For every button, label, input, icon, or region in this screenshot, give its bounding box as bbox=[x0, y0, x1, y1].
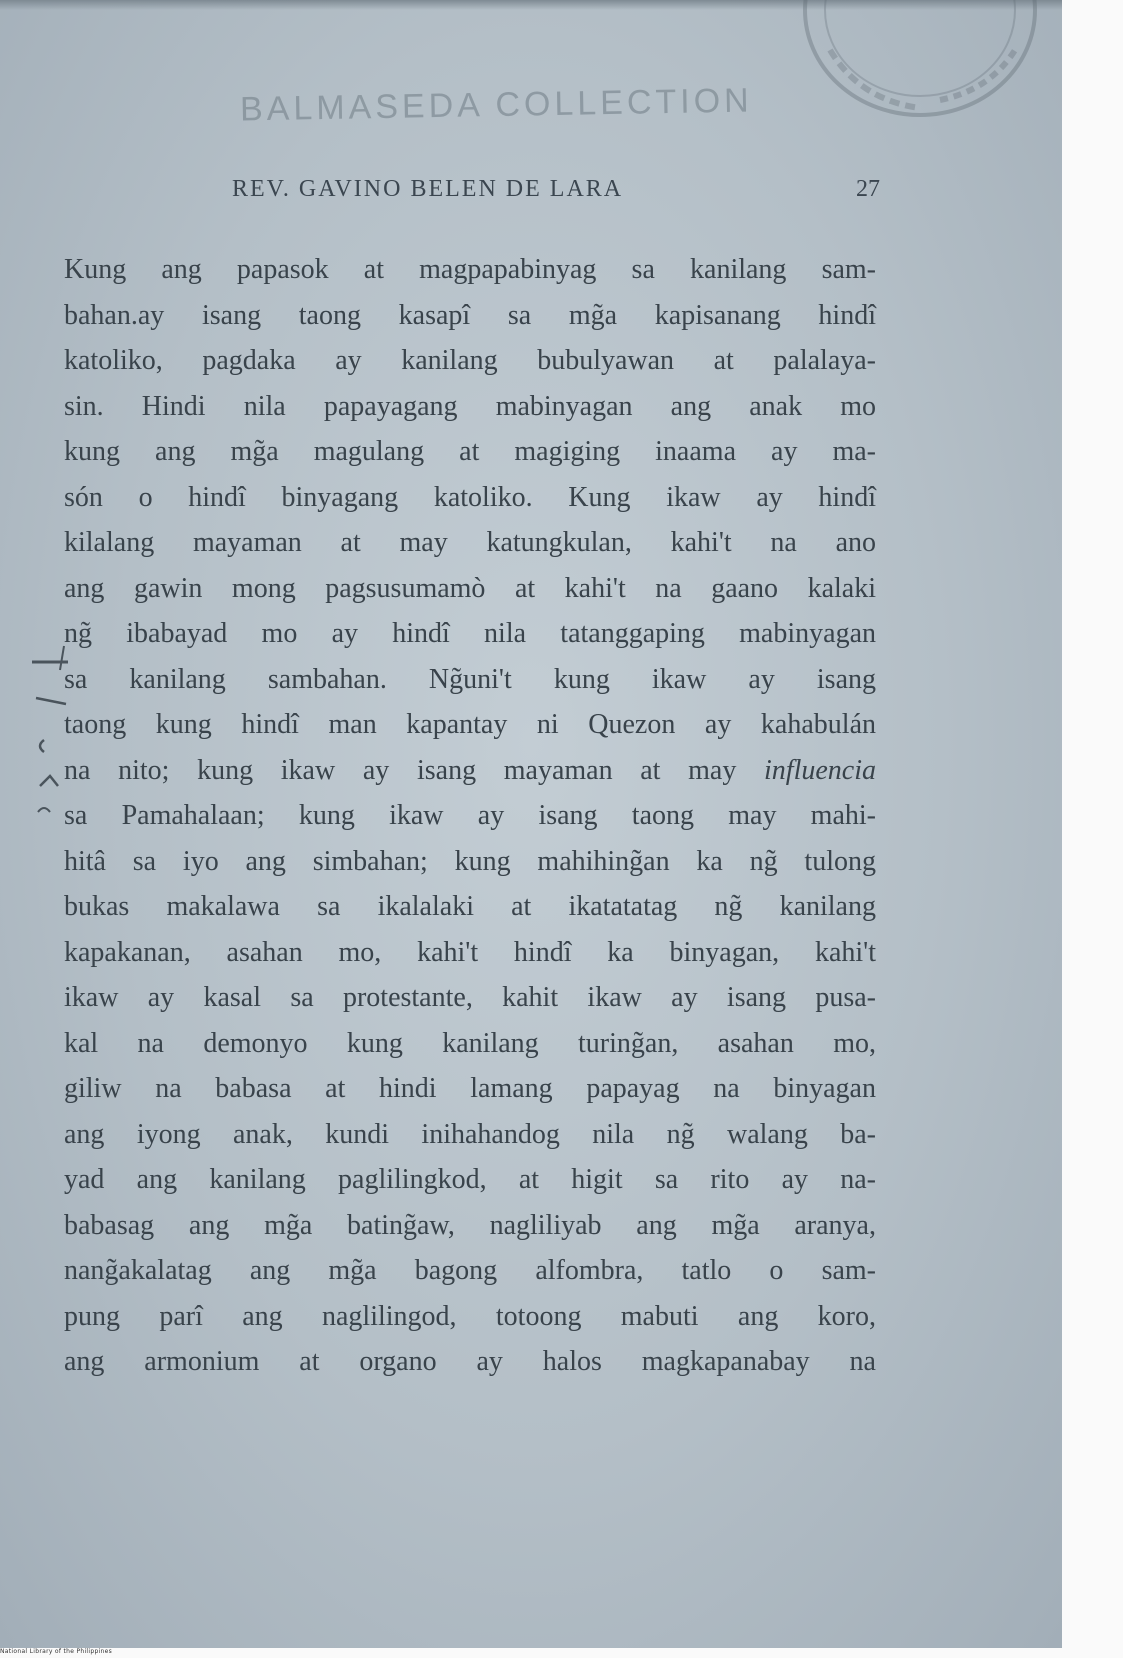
text-line: kapakanan, asahan mo, kahi't hindî ka binyagan, kahi't bbox=[64, 936, 876, 968]
text-line: hitâ sa iyo ang simbahan; kung mahihing̃an ka ng̃ tulong bbox=[64, 845, 876, 877]
text-line: sin. Hindi nila papayagang mabinyagan ang anak mo bbox=[64, 390, 876, 422]
footer-credit: National Library of the Philippines bbox=[0, 1648, 113, 1655]
text-line: sa Pamahalaan; kung ikaw ay isang taong may mahi- bbox=[64, 800, 876, 831]
text-line: katoliko, pagdaka ay kanilang bubulyawan at palalaya- bbox=[64, 345, 876, 376]
text-line: Kung ang papasok at magpapabinyag sa kanilang sam- bbox=[64, 254, 876, 285]
text-fragment: na nito; kung ikaw ay isang mayaman at may bbox=[64, 754, 737, 786]
text-line: taong kung hindî man kapantay ni Quezon ay kahabulán bbox=[64, 709, 876, 740]
text-line: sa kanilang sambahan. Ng̃uni't kung ikaw ay isang bbox=[64, 663, 876, 695]
text-line: bukas makalawa sa ikalalaki at ikatatatag ng̃ kanilang bbox=[64, 891, 876, 922]
text-line: yad ang kanilang paglilingkod, at higit sa rito ay na- bbox=[64, 1164, 876, 1195]
italic-word: influencia bbox=[764, 754, 876, 786]
text-line: pung parî ang naglilingod, totoong mabuti ang koro, bbox=[64, 1300, 876, 1332]
text-line: ang gawin mong pagsusumamò at kahi't na gaano kalaki bbox=[64, 572, 876, 604]
text-line: nang̃akalatag ang mg̃a bagong alfombra, tatlo o sam- bbox=[64, 1255, 876, 1286]
text-line: ang armonium at organo ay halos magkapanabay na bbox=[64, 1346, 876, 1377]
library-seal-icon bbox=[790, 0, 1040, 160]
text-line: ng̃ ibabayad mo ay hindî nila tatanggaping mabinyagan bbox=[64, 618, 876, 649]
running-title: REV. GAVINO BELEN DE LARA bbox=[232, 176, 624, 202]
handwritten-margin-mark bbox=[14, 640, 74, 840]
page-number: 27 bbox=[856, 176, 880, 202]
text-line: giliw na babasa at hindi lamang papayag na binyagan bbox=[64, 1073, 876, 1104]
text-line: bahan.ay isang taong kasapî sa mg̃a kapisanang hindî bbox=[64, 299, 876, 331]
text-line: babasag ang mg̃a bating̃aw, nagliliyab ang mg̃a aranya, bbox=[64, 1209, 876, 1241]
text-line: ang iyong anak, kundi inihahandog nila ng̃ walang ba- bbox=[64, 1118, 876, 1150]
text-line-with-italic bbox=[64, 748, 876, 794]
text-line: kilalang mayaman at may katungkulan, kahi't na ano bbox=[64, 527, 876, 558]
page-header bbox=[60, 176, 880, 210]
body-text bbox=[64, 247, 876, 1385]
collection-stamp: BALMASEDA COLLECTION bbox=[239, 81, 753, 129]
text-line: kal na demonyo kung kanilang turing̃an, asahan mo, bbox=[64, 1027, 876, 1059]
text-line: són o hindî binyagang katoliko. Kung ikaw ay hindî bbox=[64, 481, 876, 513]
text-line: ikaw ay kasal sa protestante, kahit ikaw ay isang pusa- bbox=[64, 982, 876, 1013]
text-line: kung ang mg̃a magulang at magiging inaama ay ma- bbox=[64, 436, 876, 467]
